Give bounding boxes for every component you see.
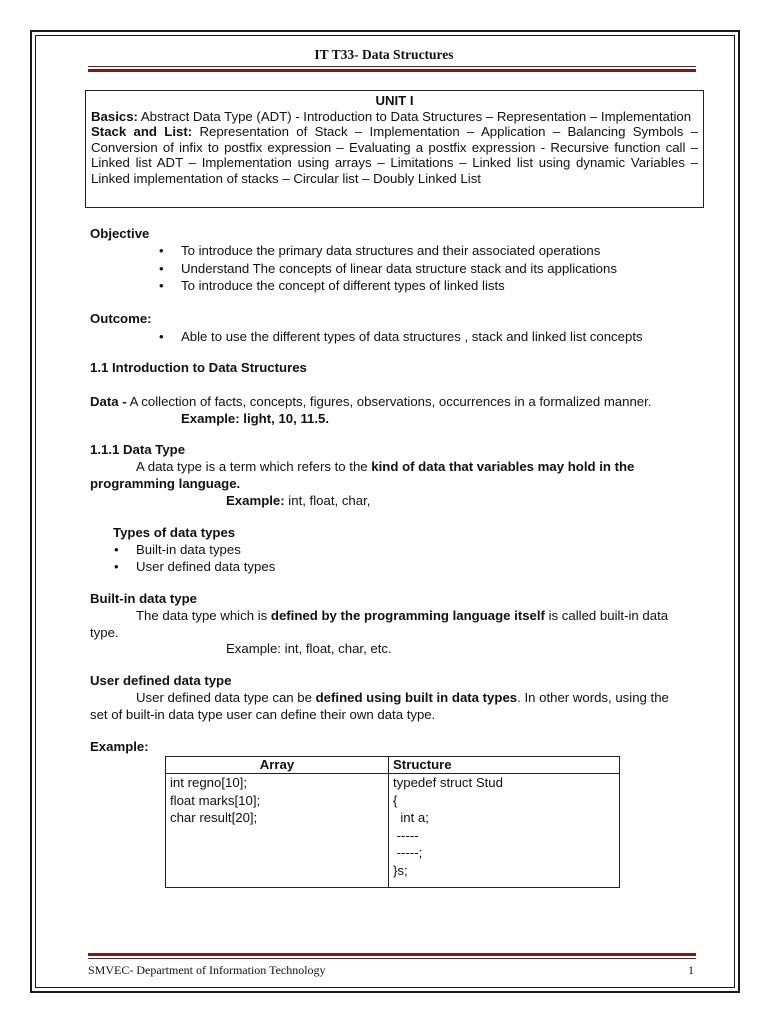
outcome-heading: Outcome: xyxy=(90,311,152,326)
code-line: typedef struct Stud xyxy=(393,775,503,790)
userdef-heading: User defined data type xyxy=(90,673,232,688)
outcome-item: • Able to use the different types of data structures , stack and linked list concepts xyxy=(159,329,643,344)
example-table xyxy=(165,756,620,888)
objective-item: • To introduce the concept of different types of linked lists xyxy=(159,278,505,293)
unit-heading: UNIT I xyxy=(375,93,414,108)
objective-item: • To introduce the primary data structures and their associated operations xyxy=(159,243,601,258)
types-item: • Built-in data types xyxy=(114,542,241,557)
builtin-example: Example: int, float, char, etc. xyxy=(226,641,392,656)
bullet-icon: • xyxy=(114,559,119,574)
bullet-icon: • xyxy=(114,542,119,557)
types-heading: Types of data types xyxy=(113,525,236,540)
structure-code-cell xyxy=(389,774,620,888)
basics-paragraph xyxy=(91,109,698,125)
userdef-line1: User defined data type can be defined using built in data types. In other words, using the xyxy=(136,690,669,705)
builtin-heading: Built-in data type xyxy=(90,591,197,606)
data-type-example: Example: int, float, char, xyxy=(226,493,371,508)
objective-heading: Objective xyxy=(90,226,150,241)
footer-department: SMVEC- Department of Information Technology xyxy=(88,963,326,977)
objective-item: • Understand The concepts of linear data structure stack and its applications xyxy=(159,261,617,276)
data-example: Example: light, 10, 11.5. xyxy=(181,411,330,426)
code-line: float marks[10]; xyxy=(170,792,261,808)
footer-rule-thin xyxy=(88,958,696,959)
code-line: -----; xyxy=(393,845,423,860)
bullet-icon: • xyxy=(159,261,164,276)
code-line: ----- xyxy=(393,827,419,843)
bullet-icon: • xyxy=(159,243,164,258)
data-definition: Data - A collection of facts, concepts, figures, observations, occurrences in a formalized manner. xyxy=(90,394,652,409)
section-heading-1-1-1: 1.1.1 Data Type xyxy=(90,442,186,457)
table-row xyxy=(166,774,620,888)
builtin-line1: The data type which is defined by the programming language itself is called built-in data xyxy=(136,608,669,623)
code-line: { xyxy=(393,792,398,808)
syllabus-box xyxy=(85,90,704,208)
code-line: int regno[10]; xyxy=(170,775,247,790)
bullet-icon: • xyxy=(159,329,164,344)
userdef-line2: set of built-in data type user can define their own data type. xyxy=(90,707,436,722)
types-item: • User defined data types xyxy=(114,559,276,574)
section-heading-1-1: 1.1 Introduction to Data Structures xyxy=(90,360,307,375)
header-title: IT T33- Data Structures xyxy=(314,47,454,62)
header-rule-thick xyxy=(88,69,696,72)
footer-rule-thick xyxy=(88,953,696,956)
example-heading: Example: xyxy=(90,739,149,754)
basics-text: Abstract Data Type (ADT) - Introduction to Data Structures – Representation – Implementation xyxy=(137,108,692,124)
page-number: 1 xyxy=(688,963,694,977)
table-header-array: Array xyxy=(166,757,389,774)
builtin-line2: type. xyxy=(90,625,119,640)
bullet-icon: • xyxy=(159,278,164,293)
array-code-cell xyxy=(166,774,389,888)
code-line: int a; xyxy=(393,810,429,825)
stack-list-paragraph xyxy=(91,124,698,186)
stack-list-text: Representation of Stack – Implementation – Application – Balancing Symbols – Conversion of infix to postfix expression – Evaluating a postfix expression - Recursive function call – Linked list ADT – Implementation using arrays – Limitations – Linked list using dynamic Variables – Linked implementation of stacks – Circular list – Doubly Linked List xyxy=(91,124,698,186)
code-line: char result[20]; xyxy=(170,810,258,825)
table-header-row xyxy=(166,757,620,774)
data-type-line1: A data type is a term which refers to the kind of data that variables may hold in the xyxy=(136,459,635,474)
header-rule-thin xyxy=(88,66,696,67)
table-header-structure: Structure xyxy=(389,757,620,774)
basics-label: Basics: xyxy=(91,108,138,124)
stack-list-label: Stack and List: xyxy=(91,124,193,140)
data-type-line2: programming language. xyxy=(90,476,241,491)
code-line: }s; xyxy=(393,862,408,878)
